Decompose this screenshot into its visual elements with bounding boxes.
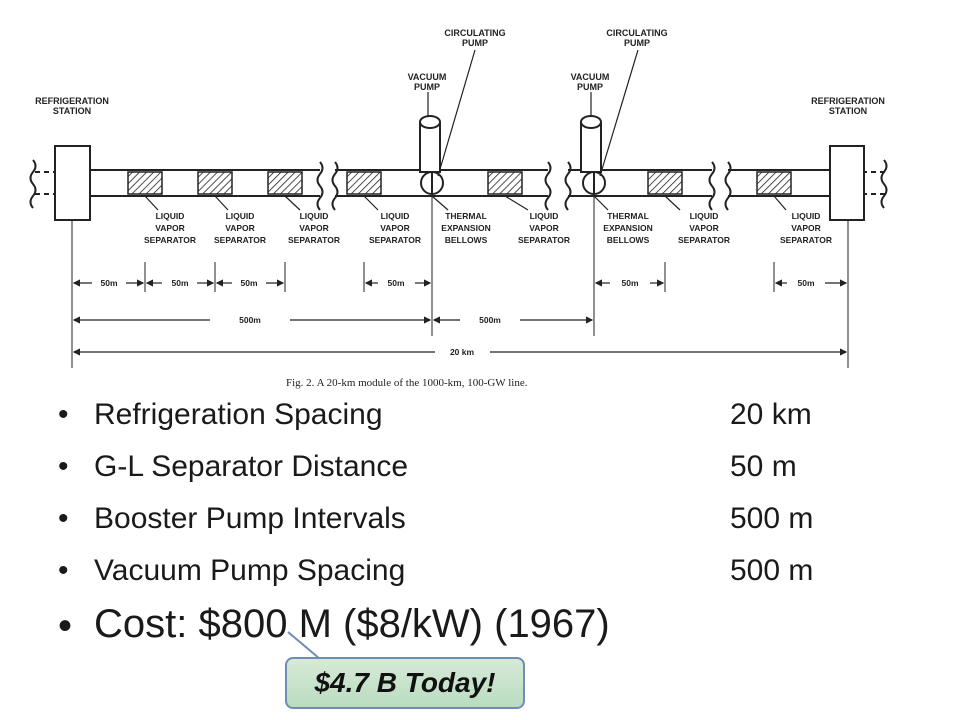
refrigeration-station-left [55, 146, 90, 220]
figure-caption: Fig. 2. A 20-km module of the 1000-km, 100-GW line. [286, 377, 528, 389]
bullet-icon: • [58, 398, 69, 431]
separator-label: LIQUID VAPOR SEPARATOR [780, 211, 832, 245]
separator-label: LIQUID VAPOR SEPARATOR [214, 211, 266, 245]
dim-50m-1: 50m [100, 278, 118, 288]
cost-text: Cost: $800 M ($8/kW) (1967) [94, 602, 610, 646]
vacuum-pump-1 [420, 122, 440, 172]
spec-item: • Refrigeration Spacing 20 km [58, 398, 812, 431]
dim-20km: 20 km [449, 347, 475, 357]
spec-item: • G-L Separator Distance 50 m [58, 450, 797, 483]
separator-label: LIQUID VAPOR SEPARATOR [518, 211, 570, 245]
vacuum-pump-2 [581, 122, 601, 172]
bullet-icon: • [58, 502, 69, 535]
separator-label: LIQUID VAPOR SEPARATOR [288, 211, 340, 245]
separator-label: LIQUID VAPOR SEPARATOR [144, 211, 196, 245]
station-label-left: REFRIGERATION STATION [35, 96, 109, 116]
dim-50m-6: 50m [797, 278, 815, 288]
spec-item: • Booster Pump Intervals 500 m [58, 502, 814, 535]
dim-50m-5: 50m [621, 278, 639, 288]
bellows-label: THERMAL EXPANSION BELLOWS [603, 211, 653, 245]
bullet-icon: • [58, 450, 69, 483]
vacuum-pump-label-2: VACUUM PUMP [570, 72, 610, 92]
bellows-label: THERMAL EXPANSION BELLOWS [441, 211, 491, 245]
dim-50m-3: 50m [240, 278, 258, 288]
bullet-icon: • [58, 554, 69, 587]
spec-item: • Vacuum Pump Spacing 500 m [58, 554, 814, 587]
dim-50m-2: 50m [171, 278, 189, 288]
spec-list [58, 398, 938, 666]
dim-500m-1: 500m [239, 315, 261, 325]
separators [128, 172, 791, 194]
cost-today-callout: $4.7 B Today! [285, 657, 525, 709]
circulating-pump-label-1: CIRCULATING PUMP [444, 28, 506, 48]
separator-label: LIQUID VAPOR SEPARATOR [678, 211, 730, 245]
dim-50m-4: 50m [387, 278, 405, 288]
vacuum-pump-label-1: VACUUM PUMP [407, 72, 447, 92]
bullet-icon: • [58, 604, 73, 648]
circulating-pump-label-2: CIRCULATING PUMP [606, 28, 668, 48]
dim-500m-2: 500m [479, 315, 501, 325]
refrigeration-station-right [830, 146, 864, 220]
separator-label: LIQUID VAPOR SEPARATOR [369, 211, 421, 245]
station-label-right: REFRIGERATION STATION [811, 96, 885, 116]
